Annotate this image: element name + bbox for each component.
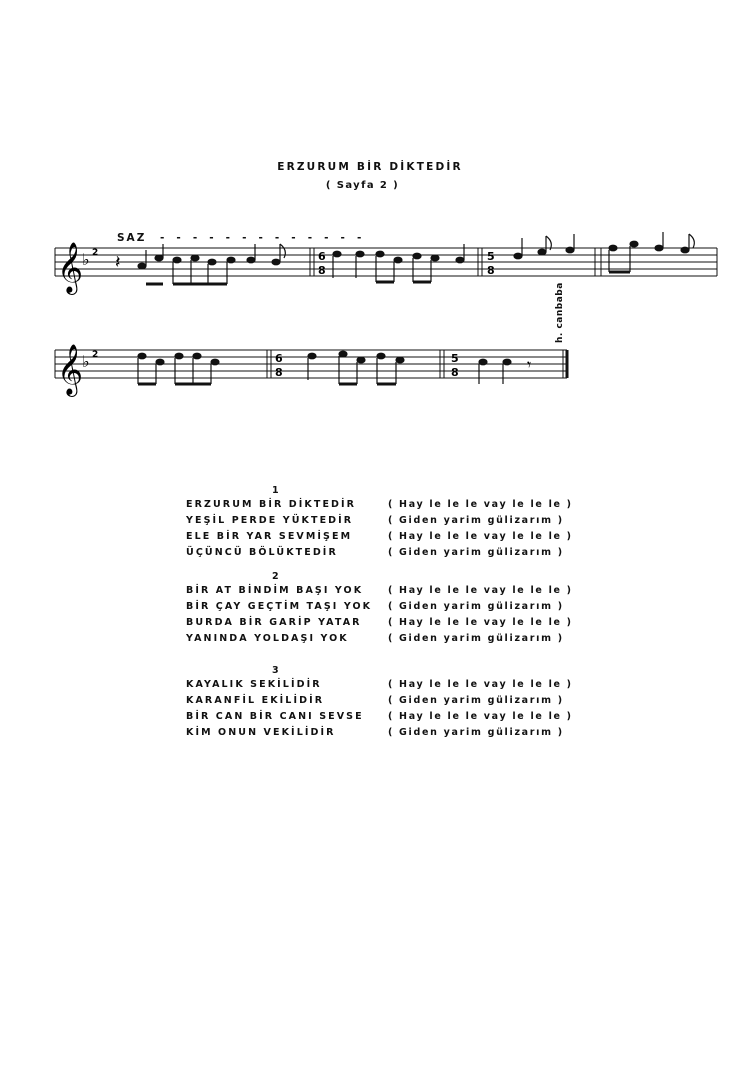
verse-refrain: ( Giden yarim gülizarım ) <box>388 727 564 738</box>
verse-line: BURDA BİR GARİP YATAR <box>186 617 362 628</box>
verse-line: BİR CAN BİR CANI SEVSE <box>186 711 364 722</box>
time-signature-6-8-bottom: 8 <box>318 264 326 277</box>
verse-refrain: ( Giden yarim gülizarım ) <box>388 515 564 526</box>
verse-line: YANINDA YOLDAŞI YOK <box>186 633 349 644</box>
flat-icon: ♭ <box>82 352 90 371</box>
verse-refrain: ( Hay le le le vay le le le ) <box>388 617 573 628</box>
verse-refrain: ( Hay le le le vay le le le ) <box>388 585 573 596</box>
verse-line: BİR AT BİNDİM BAŞI YOK <box>186 585 364 596</box>
page-title: ERZURUM BİR DİKTEDİR <box>277 161 463 173</box>
verse-refrain: ( Giden yarim gülizarım ) <box>388 547 564 558</box>
music-staff-1 <box>55 238 720 300</box>
verse-number: 3 <box>272 665 279 676</box>
verse-number: 1 <box>272 485 279 496</box>
eighth-rest-icon: 𝄾 <box>527 355 532 374</box>
verse-line: BİR ÇAY GEÇTİM TAŞI YOK <box>186 601 373 612</box>
verse-refrain: ( Hay le le le vay le le le ) <box>388 711 573 722</box>
instrument-label: SAZ <box>117 232 147 244</box>
verse-refrain: ( Giden yarim gülizarım ) <box>388 601 564 612</box>
rest-icon: 𝄽 <box>115 252 121 273</box>
verse-line: KAYALIK SEKİLİDİR <box>186 679 322 690</box>
verse-line: ELE BİR YAR SEVMİŞEM <box>186 531 353 542</box>
instrument-dashes: - - - - - - - - - - - - - <box>160 232 366 244</box>
treble-clef-icon: 𝄞 <box>57 242 84 293</box>
verse-refrain: ( Giden yarim gülizarım ) <box>388 633 564 644</box>
time-signature-5-8-bottom: 8 <box>451 366 459 379</box>
time-signature-5-8: 5 <box>487 250 495 263</box>
arranger-credit: h. canbaba <box>555 282 565 343</box>
notes-measure-4 <box>609 232 694 272</box>
notes-measure-1 <box>138 244 285 284</box>
notes-measure-7 <box>479 359 511 384</box>
verse-line: ÜÇÜNCÜ BÖLÜKTEDİR <box>186 547 338 558</box>
verse-line: KARANFİL EKİLİDİR <box>186 695 325 706</box>
music-staff-2 <box>55 340 575 402</box>
flat-icon: ♭ <box>82 250 90 269</box>
verse-refrain: ( Hay le le le vay le le le ) <box>388 679 573 690</box>
treble-clef-icon: 𝄞 <box>57 344 84 395</box>
verse-line: KİM ONUN VEKİLİDİR <box>186 727 336 738</box>
verse-number: 2 <box>272 571 279 582</box>
time-signature-5-8-bottom: 8 <box>487 264 495 277</box>
time-signature-6-8: 6 <box>318 250 326 263</box>
verse-line: YEŞİL PERDE YÜKTEDİR <box>186 515 354 526</box>
verse-refrain: ( Hay le le le vay le le le ) <box>388 499 573 510</box>
time-signature-2: 2 <box>92 248 99 258</box>
notes-measure-5 <box>138 353 219 384</box>
verse-refrain: ( Hay le le le vay le le le ) <box>388 531 573 542</box>
verse-line: ERZURUM BİR DİKTEDİR <box>186 499 357 510</box>
time-signature-6-8: 6 <box>275 352 283 365</box>
page-subtitle: ( Sayfa 2 ) <box>325 180 400 191</box>
time-signature-5-8: 5 <box>451 352 459 365</box>
time-signature-6-8-bottom: 8 <box>275 366 283 379</box>
time-signature-2: 2 <box>92 350 99 360</box>
notes-measure-6 <box>308 351 404 384</box>
verse-refrain: ( Giden yarim gülizarım ) <box>388 695 564 706</box>
